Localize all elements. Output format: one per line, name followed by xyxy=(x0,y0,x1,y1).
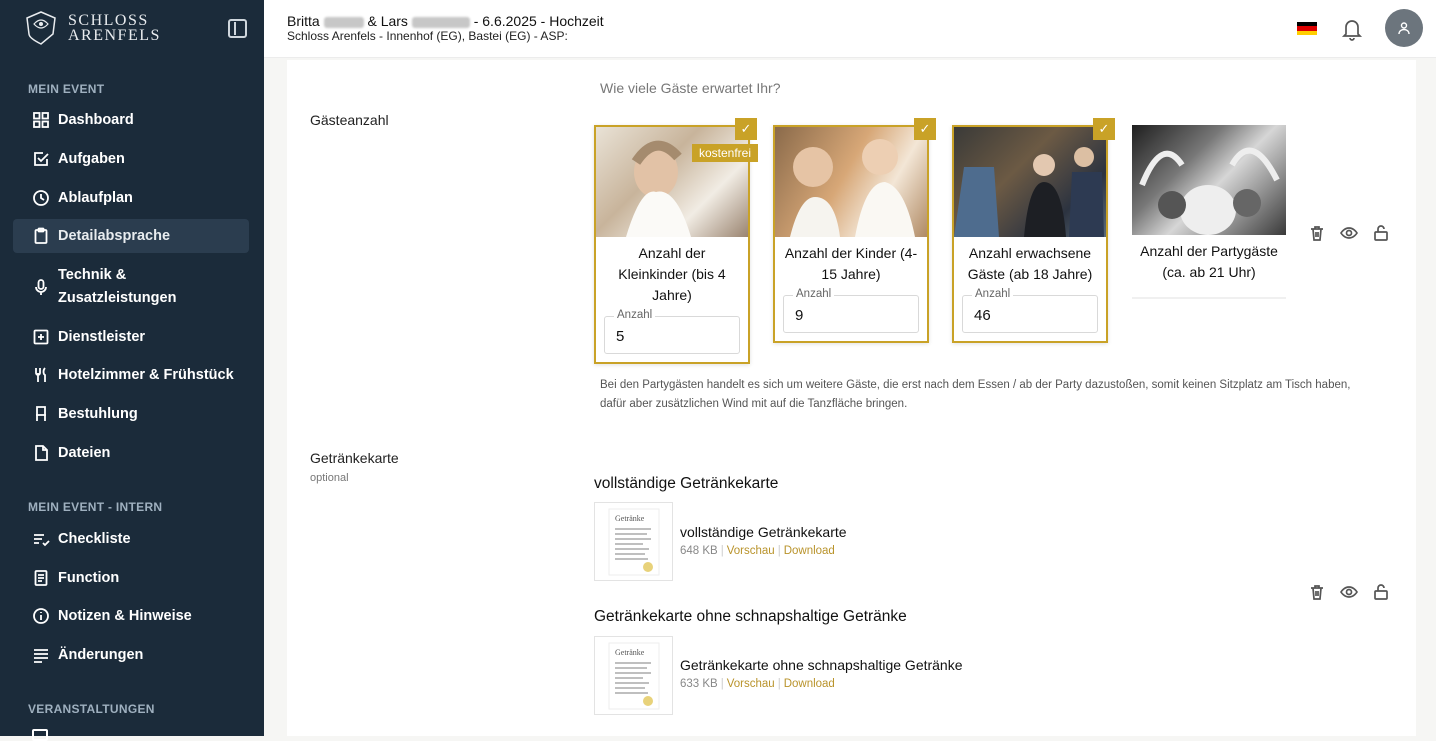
sidebar-item-label: Aufgaben xyxy=(58,151,125,167)
trash-icon[interactable] xyxy=(1308,224,1326,242)
guests-actions xyxy=(1308,224,1390,242)
file-thumbnail[interactable] xyxy=(594,502,673,581)
calendar-icon[interactable] xyxy=(32,729,48,741)
sidebar-item-technik[interactable] xyxy=(13,264,249,310)
drink-menu-thumbnail xyxy=(595,503,672,580)
sidebar-item-label: Ablaufplan xyxy=(58,190,133,206)
avatar[interactable] xyxy=(1385,9,1423,47)
field-label: Anzahl xyxy=(793,288,834,300)
cutlery-icon xyxy=(32,366,50,384)
section-veranstaltungen: VERANSTALTUNGEN xyxy=(28,702,155,716)
sidebar-item-bestuhlung[interactable] xyxy=(13,402,249,426)
guests-label: Gästeanzahl xyxy=(310,112,389,128)
sidebar-item-function[interactable] xyxy=(13,566,249,590)
dashboard-icon xyxy=(32,111,50,129)
chair-icon xyxy=(32,405,50,423)
download-link[interactable]: Download xyxy=(783,545,835,557)
eye-icon[interactable] xyxy=(1340,224,1358,242)
file-size: 633 KB xyxy=(680,678,718,690)
logo[interactable] xyxy=(22,10,161,46)
guest-card-erwachsene[interactable] xyxy=(952,121,1110,343)
card-image xyxy=(954,121,1110,237)
sidebar-item-label: Checkliste xyxy=(58,531,131,547)
sidebar-item-detailabsprache[interactable] xyxy=(13,219,249,253)
sidebar-item-aenderungen[interactable] xyxy=(13,643,249,667)
list-check-icon xyxy=(32,530,50,548)
file-size: 648 KB xyxy=(680,545,718,557)
user-icon xyxy=(1397,21,1411,35)
checkbox-icon xyxy=(32,150,50,168)
sidebar-item-label: Technik & Zusatzleistungen xyxy=(58,267,177,306)
sidebar-item-aufgaben[interactable] xyxy=(13,147,249,171)
free-badge: kostenfrei xyxy=(692,144,758,162)
check-icon: ✓ xyxy=(1093,118,1115,140)
sidebar-item-label: Detailabsprache xyxy=(58,228,171,244)
main-panel xyxy=(287,60,1416,736)
top-bar xyxy=(264,0,1436,58)
event-title xyxy=(287,13,604,29)
download-link[interactable]: Download xyxy=(783,678,835,690)
adults-photo xyxy=(954,127,1106,237)
guest-card-partygaeste[interactable] xyxy=(1132,125,1286,299)
sidebar-item-dashboard[interactable] xyxy=(13,108,249,132)
redacted-name xyxy=(324,17,364,28)
file-thumbnail[interactable] xyxy=(594,636,673,715)
sidebar-collapse-icon[interactable] xyxy=(228,19,247,38)
sidebar-item-label: Änderungen xyxy=(58,647,144,663)
logo-line-1: SCHLOSS xyxy=(68,12,149,29)
sidebar-item-label: Dashboard xyxy=(58,112,134,128)
sidebar-item-label: Dienstleister xyxy=(58,329,146,345)
redacted-name xyxy=(412,17,470,28)
guest-card-kinder[interactable] xyxy=(773,121,931,343)
field-label: Anzahl xyxy=(614,309,655,321)
eye-icon[interactable] xyxy=(1340,583,1358,601)
drinks-optional: optional xyxy=(310,472,349,484)
card-title: Anzahl der Partygäste (ca. ab 21 Uhr) xyxy=(1132,235,1286,299)
sidebar-item-dienstleister[interactable] xyxy=(13,325,249,349)
german-flag-icon[interactable] xyxy=(1297,22,1317,35)
sidebar-item-hotelzimmer[interactable] xyxy=(13,363,249,387)
title-suffix: - 6.6.2025 - Hochzeit xyxy=(473,13,604,29)
name-1: Britta xyxy=(287,13,320,29)
sidebar xyxy=(0,0,264,736)
lines-icon xyxy=(32,646,50,664)
card-title: Anzahl der Kinder (4-15 Jahre) xyxy=(784,245,918,282)
sidebar-item-notizen[interactable] xyxy=(13,604,249,628)
unlock-icon[interactable] xyxy=(1372,583,1390,601)
logo-line-2: ARENFELS xyxy=(68,27,161,44)
sidebar-item-dateien[interactable] xyxy=(13,441,249,465)
card-title: Anzahl der Kleinkinder (bis 4 Jahre) xyxy=(618,245,726,303)
preview-link[interactable]: Vorschau xyxy=(726,678,775,690)
quantity-field[interactable] xyxy=(604,309,740,354)
sidebar-item-label: Bestuhlung xyxy=(58,406,138,422)
drinks-actions xyxy=(1308,583,1390,601)
sidebar-item-label: Dateien xyxy=(58,445,111,461)
drinks-group-heading: vollständige Getränkekarte xyxy=(594,475,779,492)
sidebar-item-label: Notizen & Hinweise xyxy=(58,608,192,624)
quantity-field[interactable] xyxy=(783,288,919,333)
sidebar-item-label: Hotelzimmer & Frühstück xyxy=(58,367,234,383)
guest-card-kleinkinder[interactable] xyxy=(594,121,752,364)
file-name: vollständige Getränkekarte xyxy=(680,524,847,540)
card-image xyxy=(775,121,931,237)
quantity-field[interactable] xyxy=(962,288,1098,333)
event-subtitle: Schloss Arenfels - Innenhof (EG), Bastei (EG) - ASP: xyxy=(287,29,568,43)
clock-icon xyxy=(32,189,50,207)
card-image xyxy=(1132,125,1286,235)
check-icon: ✓ xyxy=(735,118,757,140)
svg-text:Getränke: Getränke xyxy=(615,648,645,657)
file-meta: 633 KB | Vorschau | Download xyxy=(680,678,835,690)
drinks-label: Getränkekarte xyxy=(310,450,399,466)
sidebar-item-checkliste[interactable] xyxy=(13,527,249,551)
party-guests-note: Bei den Partygästen handelt es sich um weitere Gäste, die erst nach dem Essen / ab der Party dazustoßen, somit keinen Sitzplatz am Tisch haben, dafür aber zusätzlichen Wind mit auf die Tanzfläche bringen. xyxy=(600,379,1351,410)
preview-link[interactable]: Vorschau xyxy=(726,545,775,557)
microphone-icon xyxy=(32,278,50,296)
field-value: 5 xyxy=(616,328,625,345)
drink-menu-thumbnail xyxy=(595,637,672,714)
info-icon xyxy=(32,607,50,625)
sidebar-item-ablaufplan[interactable] xyxy=(13,186,249,210)
drinks-group-heading: Getränkekarte ohne schnapshaltige Getränke xyxy=(594,608,907,625)
crest-icon xyxy=(22,10,60,46)
field-value: 46 xyxy=(974,307,991,324)
document-icon xyxy=(32,569,50,587)
check-icon: ✓ xyxy=(914,118,936,140)
name-2: & Lars xyxy=(367,13,408,29)
plus-square-icon xyxy=(32,328,50,346)
file-meta: 648 KB | Vorschau | Download xyxy=(680,545,835,557)
card-title: Anzahl erwachsene Gäste (ab 18 Jahre) xyxy=(967,245,1093,282)
unlock-icon[interactable] xyxy=(1372,224,1390,242)
guests-question: Wie viele Gäste erwartet Ihr? xyxy=(600,80,781,96)
clipboard-icon xyxy=(32,227,50,245)
file-icon xyxy=(32,444,50,462)
section-mein-event: MEIN EVENT xyxy=(28,82,105,96)
sidebar-item-label: Function xyxy=(58,570,120,586)
section-mein-event-intern: MEIN EVENT - INTERN xyxy=(28,500,163,514)
children-photo xyxy=(775,127,927,237)
field-value: 9 xyxy=(795,307,804,324)
trash-icon[interactable] xyxy=(1308,583,1326,601)
field-label: Anzahl xyxy=(972,288,1013,300)
bell-icon[interactable] xyxy=(1341,17,1363,41)
svg-text:Getränke: Getränke xyxy=(615,514,645,523)
party-photo xyxy=(1132,125,1284,235)
file-name: Getränkekarte ohne schnapshaltige Getränke xyxy=(680,657,963,673)
